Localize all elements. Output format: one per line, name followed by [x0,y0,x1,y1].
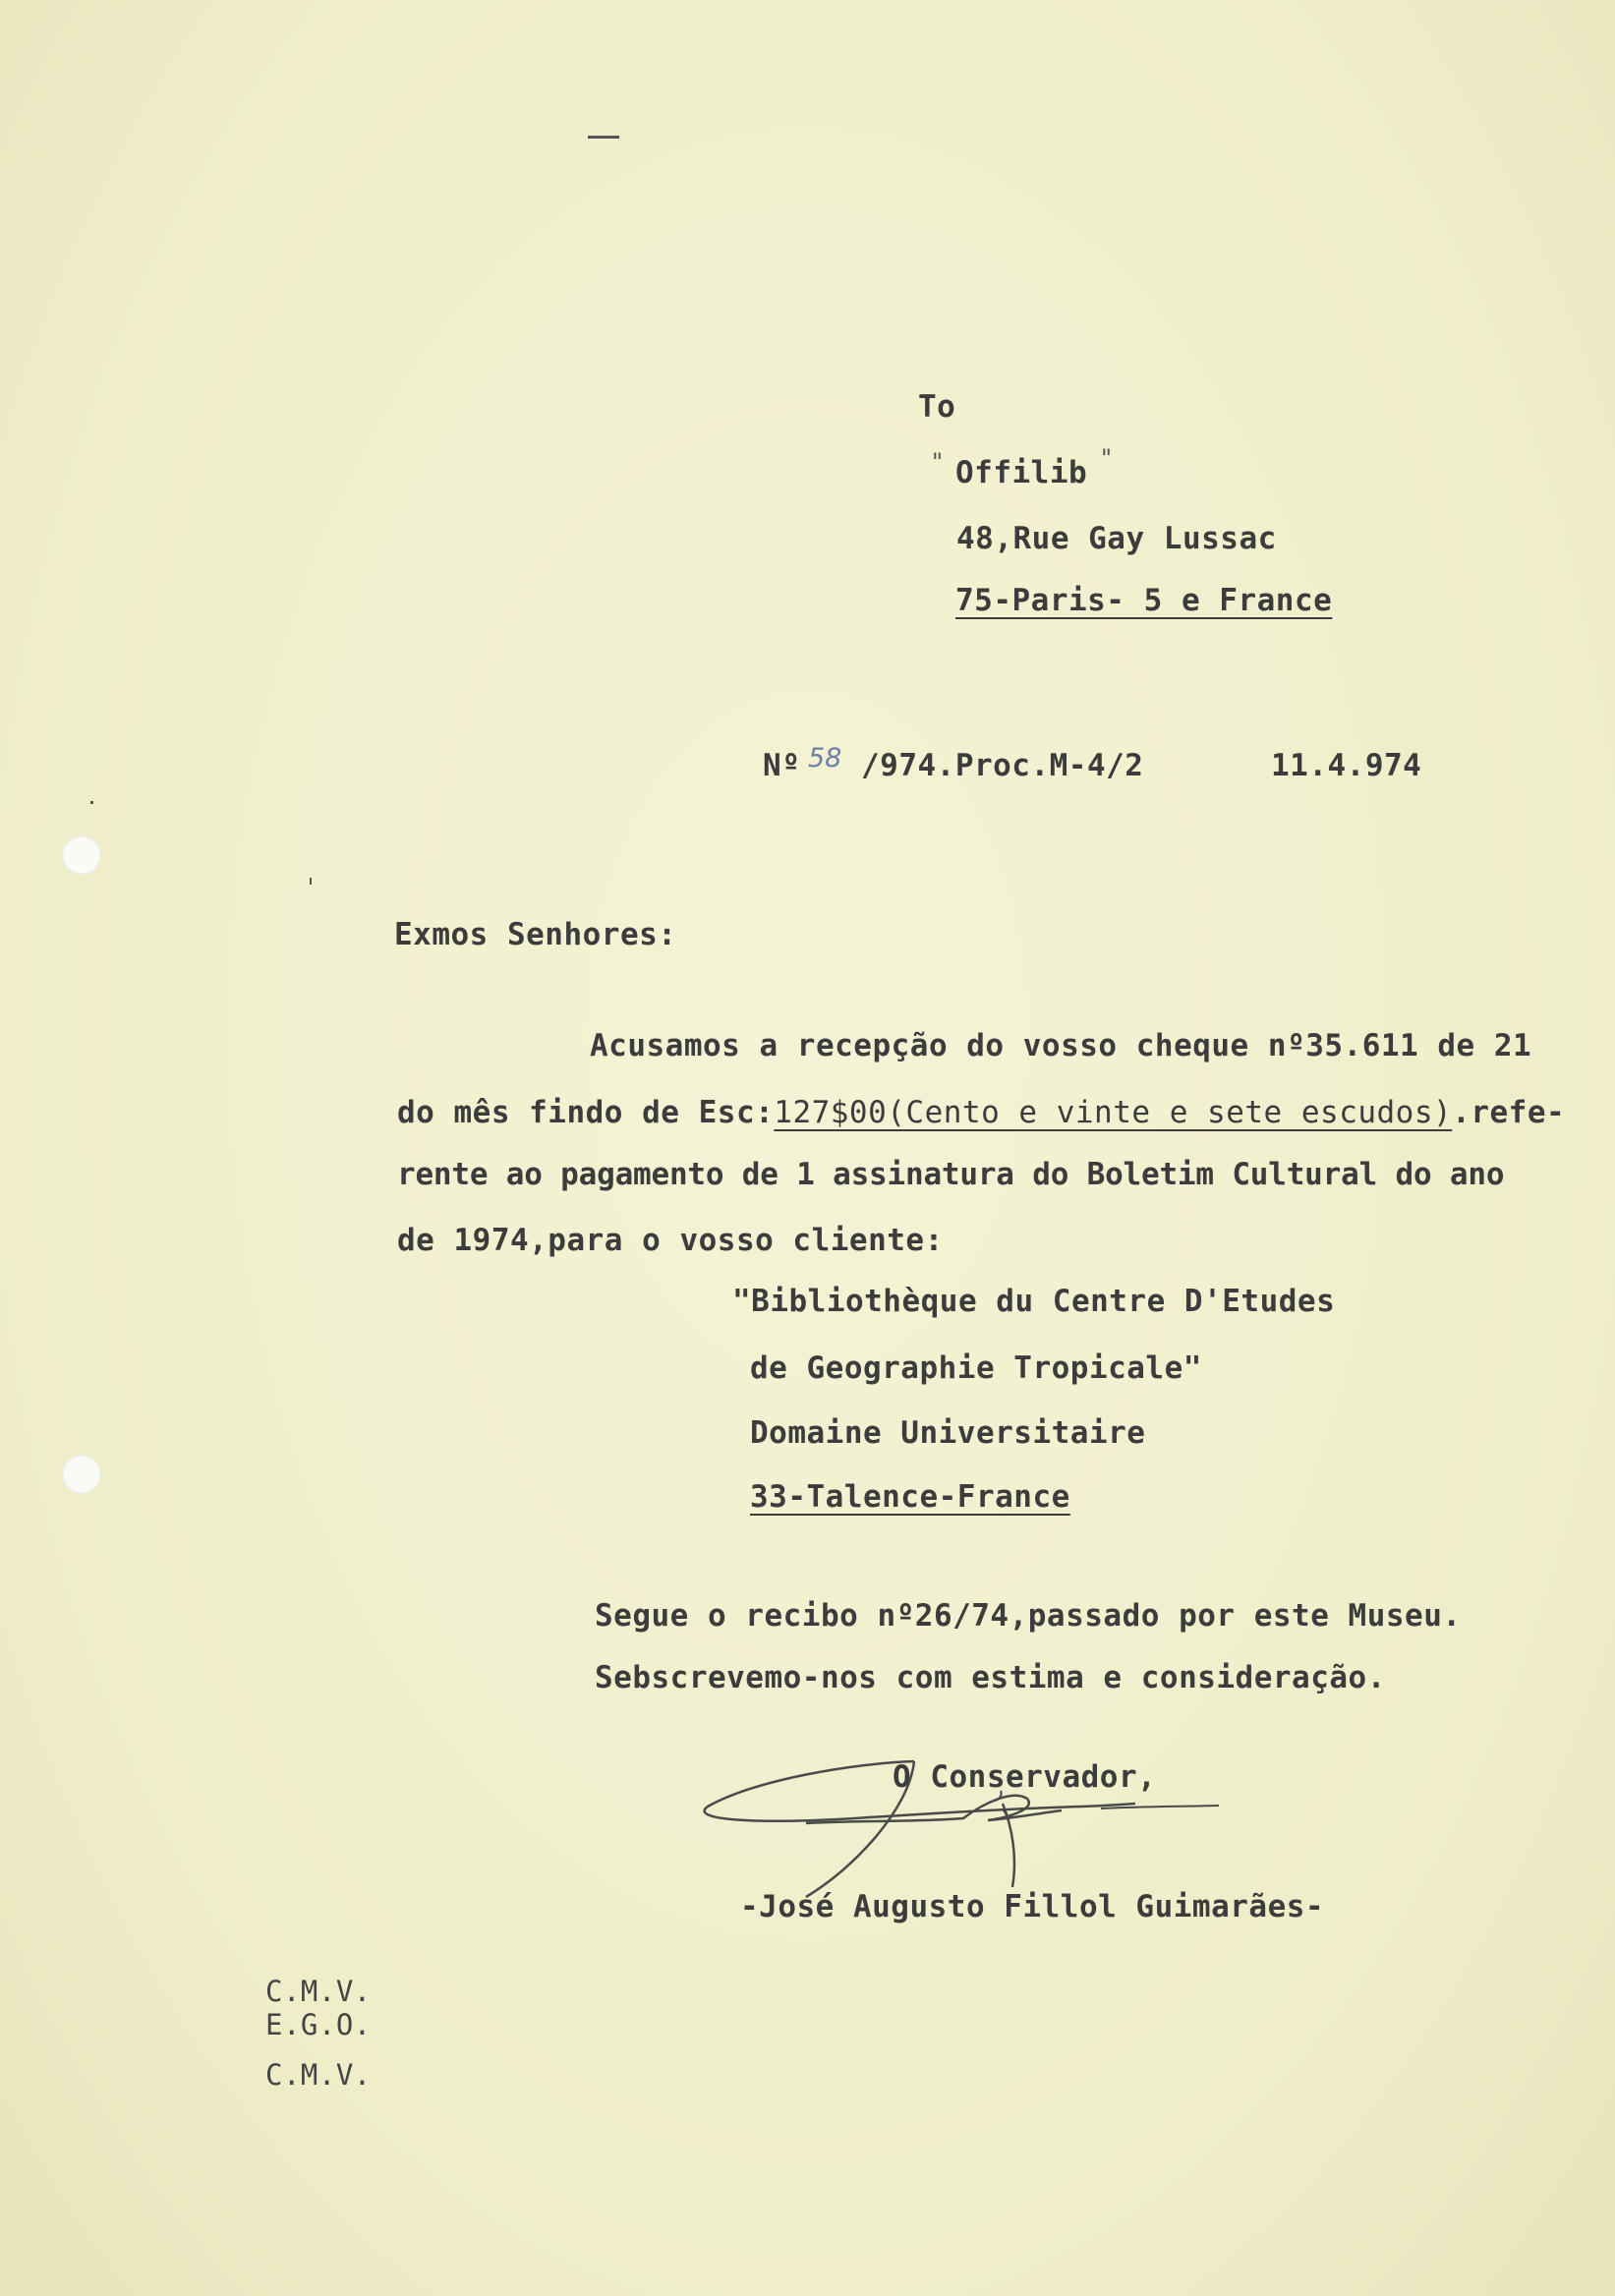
recipient-to: To [918,389,956,425]
client-line-3: Domaine Universitaire [750,1415,1146,1451]
punch-hole-top [62,835,101,875]
signature-title: O Conservador, [893,1759,1157,1795]
client-line-2: de Geographie Tropicale" [750,1350,1202,1386]
body-line-1: Acusamos a recepção do vosso cheque nº35.611 de 21 [590,1028,1532,1063]
reference-date: 11.4.974 [1271,748,1422,783]
copy-line-2: E.G.O. [265,2008,372,2041]
quote-close-mark: " [1101,444,1113,472]
client-line-1: "Bibliothèque du Centre D'Etudes [732,1284,1336,1319]
reference-suffix: /974.Proc.M-4/2 [861,748,1144,783]
quote-open-mark: " [932,448,944,476]
client-line-4: 33-Talence-France [750,1479,1070,1515]
body-line-2 [397,1095,1566,1130]
body-line-4: de 1974,para o vosso cliente: [397,1223,944,1258]
salutation: Exmos Senhores: [394,917,677,952]
closing-line-2: Sebscrevemo-nos com estima e consideração. [595,1660,1386,1695]
body-line-2-amount: 127$00(Cento e vinte e sete escudos) [774,1095,1453,1130]
recipient-street: 48,Rue Gay Lussac [956,521,1277,556]
ink-mark [90,801,93,804]
copy-line-3: C.M.V. [265,2058,372,2092]
body-line-2-end: .refe- [1452,1095,1566,1130]
ink-mark [588,136,619,139]
recipient-name: Offilib [955,455,1088,490]
reference-handwritten-number: 58 [808,743,842,774]
ink-mark [310,878,312,885]
body-line-3: rente ao pagamento de 1 assinatura do Boletim Cultural do ano [397,1157,1505,1192]
closing-line-1: Segue o recibo nº26/74,passado por este Museu. [595,1598,1462,1634]
copy-line-1: C.M.V. [265,1975,372,2008]
body-line-2-start: do mês findo de Esc: [397,1095,775,1130]
reference-prefix: Nº [763,748,801,783]
signature-name: -José Augusto Fillol Guimarães- [740,1889,1325,1924]
recipient-city: 75-Paris- 5 e France [955,583,1333,618]
punch-hole-bottom [62,1455,101,1494]
reference-line [763,743,1471,783]
